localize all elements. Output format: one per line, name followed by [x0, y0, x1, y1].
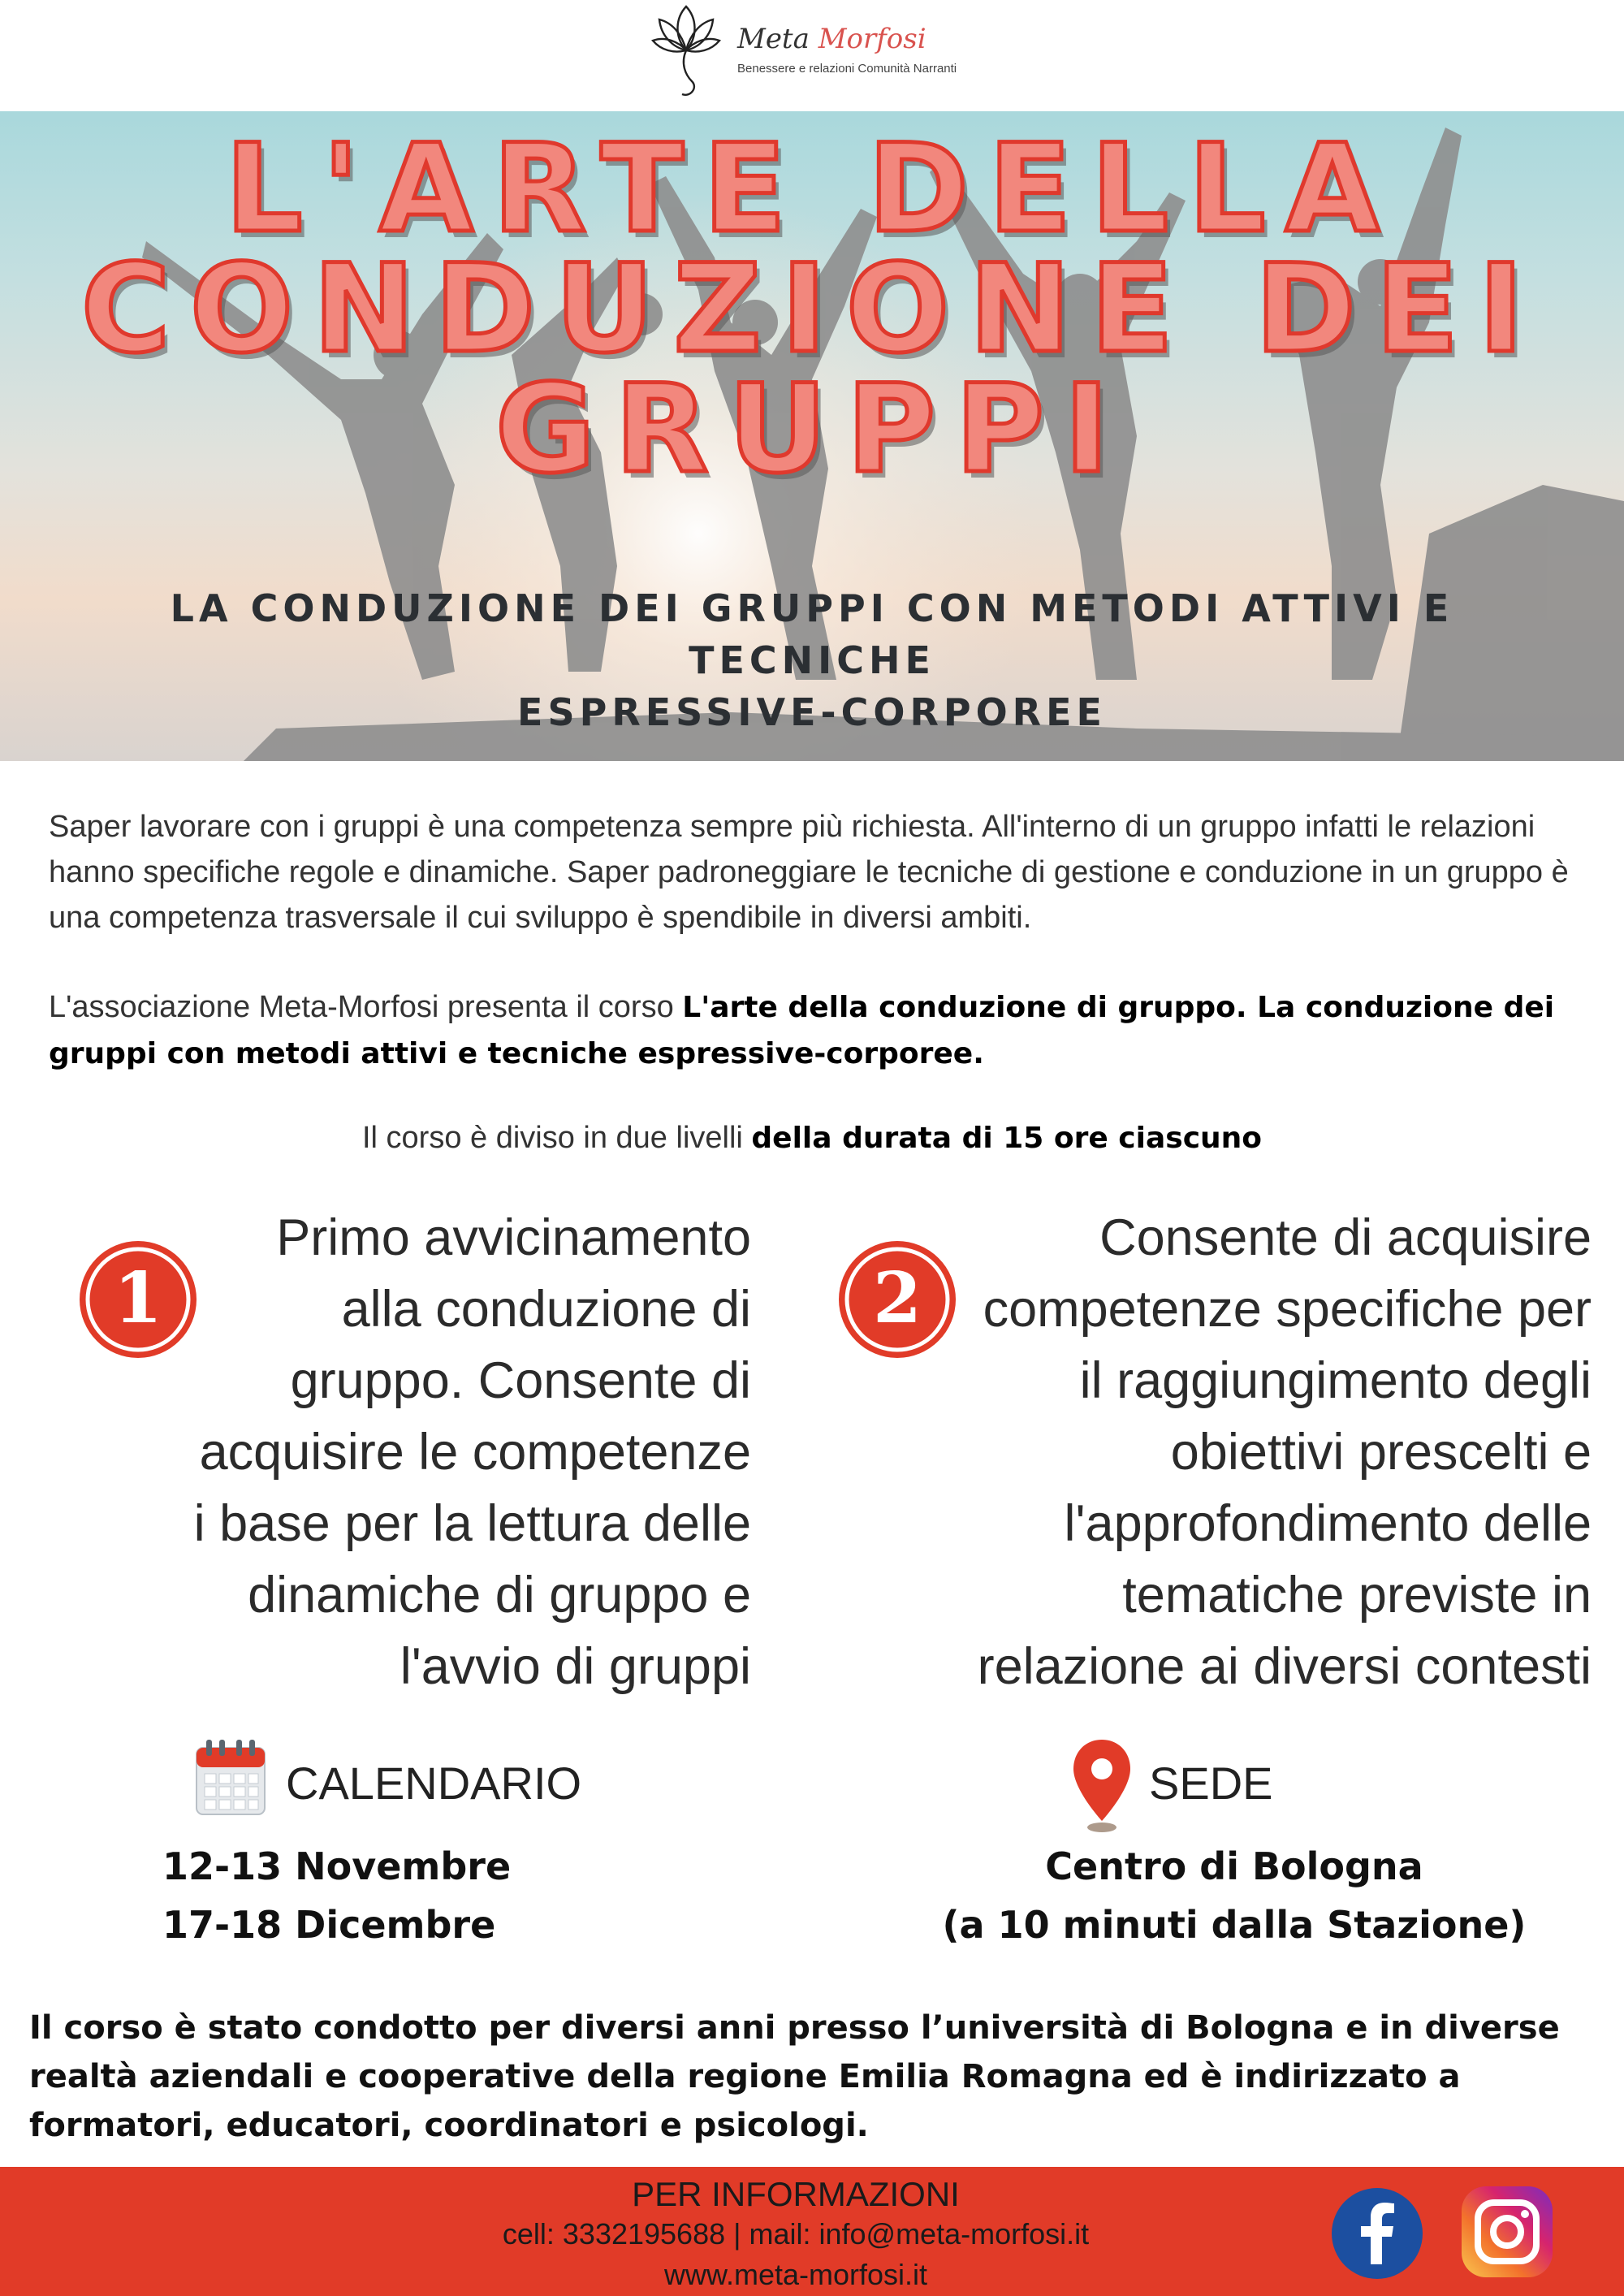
- logo-name: [737, 23, 926, 55]
- calendar-date: 17-18 Dicembre: [162, 1903, 496, 1947]
- level-2-line: Consente di acquisire: [1099, 1209, 1592, 1266]
- location-pin-icon: [1070, 1736, 1134, 1836]
- level-2-badge-icon: [836, 1239, 958, 1360]
- level-1-line: l'avvio di gruppi: [400, 1638, 751, 1695]
- level-2-line: il raggiungimento degli: [1079, 1352, 1592, 1409]
- course-note-line: Il corso è stato condotto per diversi anni presso l’università di Bologna e in diverse: [29, 2009, 1560, 2047]
- level-2-badge-number: 2: [873, 1257, 922, 1339]
- venue-heading: SEDE: [1149, 1758, 1273, 1809]
- footer-contacts[interactable]: cell: 3332195688 | mail: info@meta-morfosi.it: [502, 2217, 1090, 2251]
- intro-text: [49, 804, 1575, 1121]
- course-note-line: formatori, educatori, coordinatori e psicologi.: [29, 2107, 869, 2144]
- course-note: [29, 2004, 1596, 2150]
- level-1-line: Primo avvicinamento: [276, 1209, 751, 1266]
- level-1-line: acquisire le competenze: [199, 1424, 751, 1481]
- lotus-logo-icon: [650, 0, 723, 102]
- instagram-icon[interactable]: [1460, 2185, 1554, 2279]
- calendar-icon: [195, 1738, 266, 1816]
- level-2-line: obiettivi prescelti e: [1170, 1424, 1592, 1481]
- hero-banner: [0, 111, 1624, 761]
- level-1-line: alla conduzione di: [341, 1281, 751, 1338]
- intro-course-prefix: L'associazione Meta-Morfosi presenta il corso: [49, 990, 683, 1024]
- intro-paragraph: Saper lavorare con i gruppi è una competenza sempre più richiesta. All'interno di un gruppo infatti le relazioni hanno specifiche regole e dinamiche. Saper padroneggiare le tecniche di gestione e conduzione in un gruppo è una competenza trasversale il cui sviluppo è spendibile in diversi ambiti.: [49, 810, 1569, 935]
- logo-name-part: Meta: [737, 23, 818, 55]
- level-2-line: competenze specifiche per: [983, 1281, 1592, 1338]
- logo-tagline: Benessere e relazioni Comunità Narranti: [737, 62, 957, 76]
- level-1-line: gruppo. Consente di: [290, 1352, 751, 1409]
- level-2-description: [962, 1202, 1592, 1702]
- calendar-dates: [162, 1837, 511, 1954]
- course-note-line: realtà aziendali e cooperative della regione Emilia Romagna ed è indirizzato a: [29, 2058, 1461, 2095]
- hero-title-line: CONDUZIONE DEI: [80, 239, 1544, 380]
- venue-line: Centro di Bologna: [1045, 1844, 1423, 1888]
- logo-name-accent: Morfosi: [818, 23, 926, 55]
- hero-title-line: L'ARTE DELLA: [225, 119, 1399, 260]
- level-1-line: i base per la lettura delle: [193, 1495, 751, 1552]
- calendar-heading: CALENDARIO: [286, 1758, 582, 1809]
- levels-intro-prefix: Il corso è diviso in due livelli: [361, 1121, 752, 1155]
- footer: [0, 2167, 1624, 2296]
- hero-subtitle-line: LA CONDUZIONE DEI GRUPPI CON METODI ATTIVI E TECNICHE: [170, 586, 1454, 682]
- hero-subtitle: [81, 582, 1543, 738]
- level-1-badge-number: 1: [114, 1257, 162, 1339]
- intro-course-title: L'arte della conduzione di gruppo. La conduzione dei gruppi con metodi attivi e tecniche espressive-corporee.: [49, 991, 1555, 1070]
- footer-website-link[interactable]: www.meta-morfosi.it: [663, 2258, 928, 2291]
- level-2-line: relazione ai diversi contesti: [977, 1638, 1592, 1695]
- intro-paragraph-course: [49, 984, 1575, 1077]
- levels-intro-duration: della durata di 15 ore ciascuno: [751, 1122, 1263, 1155]
- levels-intro: [0, 1121, 1624, 1156]
- calendar-date: 12-13 Novembre: [162, 1844, 512, 1888]
- footer-heading: PER INFORMAZIONI: [632, 2175, 960, 2213]
- hero-title-line: GRUPPI: [495, 359, 1129, 500]
- level-2-line: tematiche previste in: [1122, 1567, 1592, 1624]
- level-1-line: dinamiche di gruppo e: [248, 1567, 751, 1624]
- facebook-icon[interactable]: [1330, 2186, 1424, 2281]
- level-2-line: l'approfondimento delle: [1064, 1495, 1592, 1552]
- venue-line: (a 10 minuti dalla Stazione): [942, 1903, 1527, 1947]
- hero-title: [0, 119, 1624, 500]
- level-1-description: [146, 1202, 751, 1702]
- venue-address: [942, 1837, 1527, 1954]
- hero-subtitle-line: ESPRESSIVE-CORPOREE: [517, 690, 1107, 734]
- logo: [650, 0, 991, 106]
